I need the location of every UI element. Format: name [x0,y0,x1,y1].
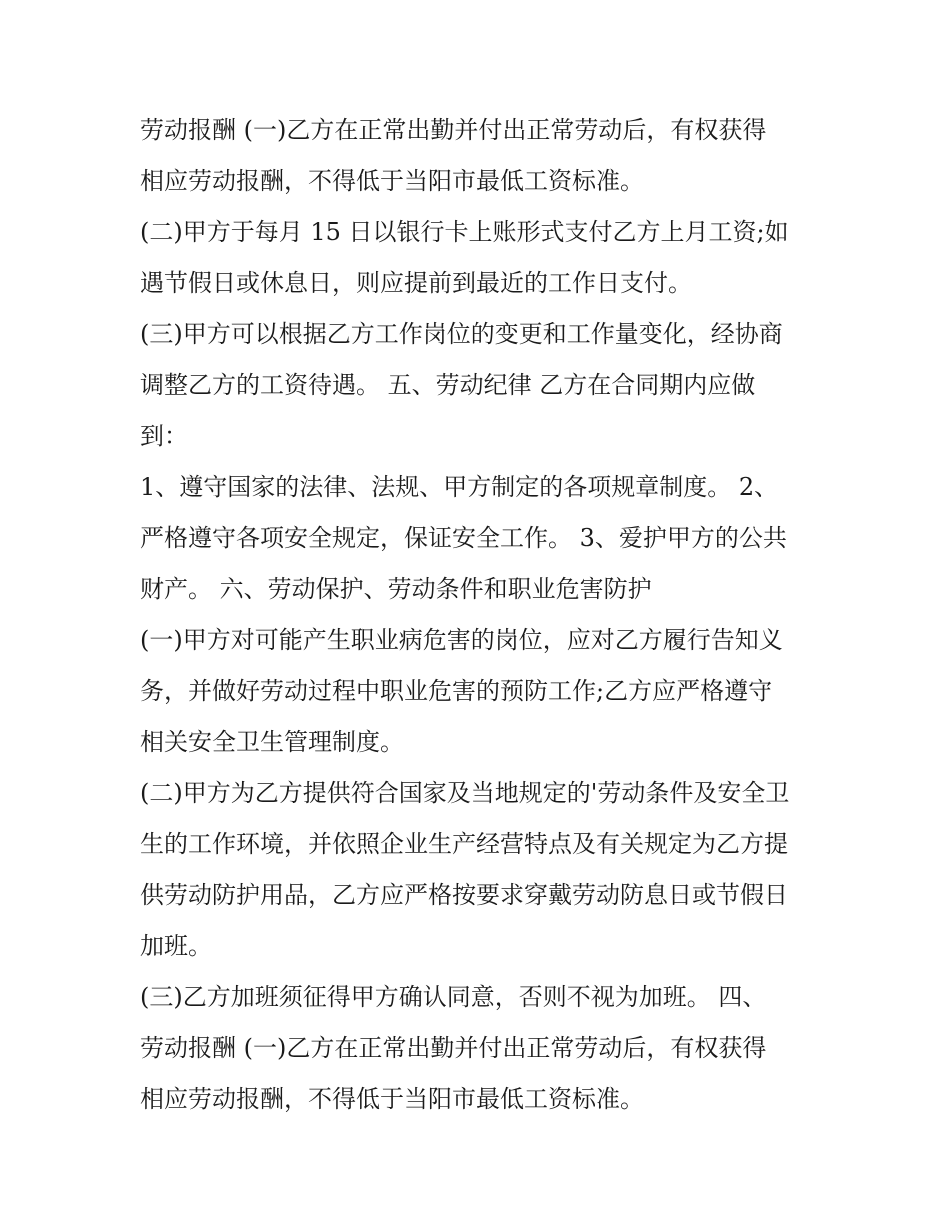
text-line: 相应劳动报酬，不得低于当阳市最低工资标准。 [140,1085,644,1113]
text-line: (三)乙方加班须征得甲方确认同意，否则不视为加班。 四、 [140,983,767,1011]
text-line: 劳动报酬 (一)乙方在正常出勤并付出正常劳动后，有权获得 [140,116,767,144]
text-line: 相应劳动报酬，不得低于当阳市最低工资标准。 [140,167,644,195]
text-line: 1、遵守国家的法律、法规、甲方制定的各项规章制度。 2、 [140,473,779,501]
text-line: 加班。 [140,932,212,960]
text-line: 调整乙方的工资待遇。 五、劳动纪律 乙方在合同期内应做 [140,371,756,399]
text-line: 财产。 六、劳动保护、劳动条件和职业危害防护 [140,575,652,603]
text-line: 务，并做好劳动过程中职业危害的预防工作;乙方应严格遵守 [140,677,773,705]
document-body [140,105,840,1125]
text-line: (二)甲方于每月 15 日以银行卡上账形式支付乙方上月工资;如 [140,218,789,246]
text-line: 生的工作环境，并依照企业生产经营特点及有关规定为乙方提 [140,830,788,858]
text-line: (三)甲方可以根据乙方工作岗位的变更和工作量变化，经协商 [140,320,783,348]
text-line: 遇节假日或休息日，则应提前到最近的工作日支付。 [140,269,692,297]
text-line: 严格遵守各项安全规定，保证安全工作。 3、爱护甲方的公共 [140,524,787,552]
text-line: 到： [140,422,188,450]
text-line: 相关安全卫生管理制度。 [140,728,404,756]
text-line: 供劳动防护用品，乙方应严格按要求穿戴劳动防息日或节假日 [140,881,788,909]
text-line: (二)甲方为乙方提供符合国家及当地规定的'劳动条件及安全卫 [140,779,790,807]
text-line: (一)甲方对可能产生职业病危害的岗位，应对乙方履行告知义 [140,626,783,654]
text-line: 劳动报酬 (一)乙方在正常出勤并付出正常劳动后，有权获得 [140,1034,767,1062]
